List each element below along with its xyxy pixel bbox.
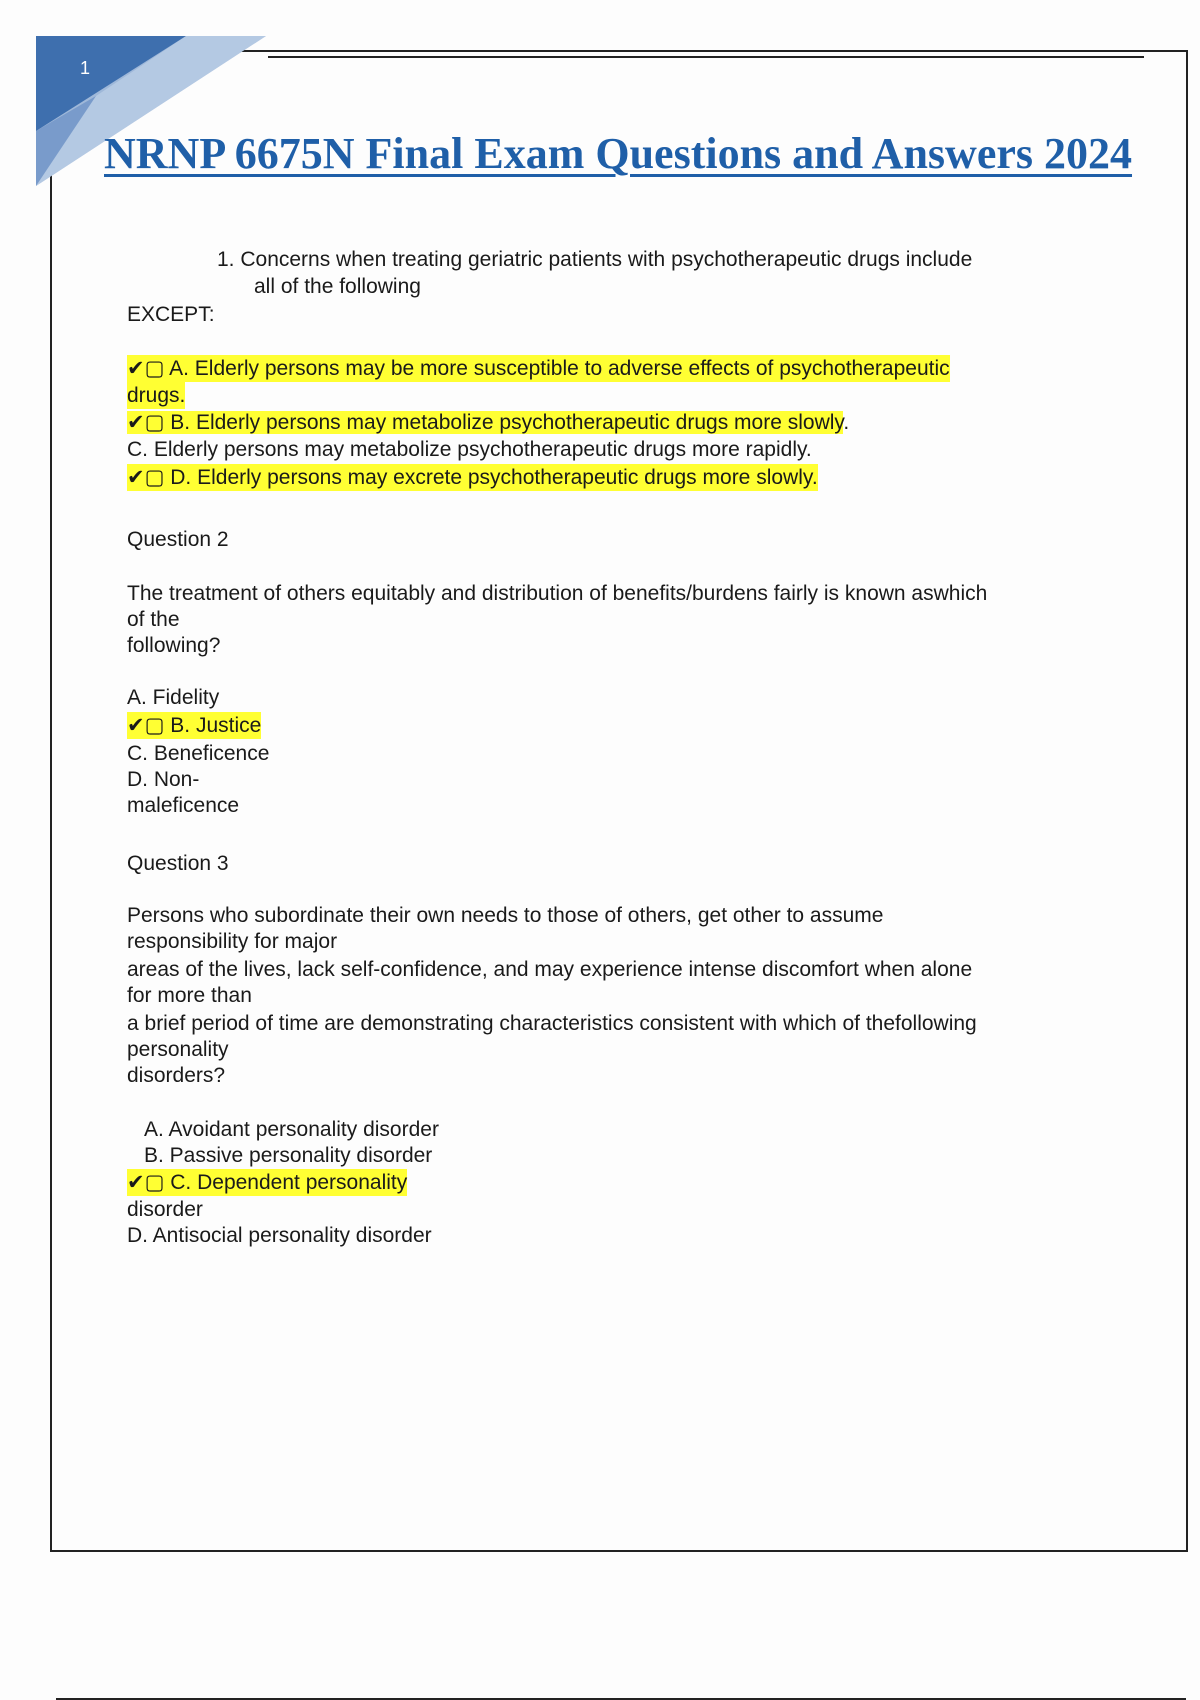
q3-stem-line-7: disorders?: [127, 1064, 226, 1087]
q2-option-c: C. Beneficence: [127, 742, 270, 765]
q2-option-d-line-2: maleficence: [127, 794, 240, 817]
q3-stem-line-5: a brief period of time are demonstrating characteristics consistent with which of thefollowing: [127, 1012, 977, 1035]
q3-option-a: A. Avoidant personality disorder: [144, 1118, 439, 1141]
q3-stem-line-3: areas of the lives, lack self-confidence, and may experience intense discomfort when alone: [127, 958, 973, 981]
corner-decoration: [36, 36, 276, 206]
page-number: 1: [80, 58, 91, 78]
q2-stem-line-2: of the: [127, 608, 180, 631]
document-title: NRNP 6675N Final Exam Questions and Answers 2024: [104, 129, 1133, 178]
q3-stem-line-1: Persons who subordinate their own needs to those of others, get other to assume: [127, 904, 884, 927]
q1-option-b-period: .: [843, 411, 850, 434]
q3-stem-line-6: personality: [127, 1038, 229, 1061]
q2-heading: Question 2: [127, 528, 229, 551]
q1-stem-line-3: EXCEPT:: [127, 303, 215, 326]
q1-option-a-line-1: ✔▢ A. Elderly persons may be more susceptible to adverse effects of psychotherapeutic: [127, 357, 950, 380]
q3-stem-line-2: responsibility for major: [127, 930, 338, 953]
q2-option-a: A. Fidelity: [127, 686, 220, 709]
q3-option-c-line-2: disorder: [127, 1198, 203, 1221]
q1-option-d: ✔▢ D. Elderly persons may excrete psychotherapeutic drugs more slowly.: [127, 466, 818, 489]
q1-option-a-line-2: drugs.: [127, 384, 186, 407]
q3-option-c-line-1: ✔▢ C. Dependent personality: [127, 1171, 408, 1194]
q3-heading: Question 3: [127, 852, 229, 875]
q1-stem-line-2: all of the following: [254, 275, 421, 298]
q2-stem-line-3: following?: [127, 634, 221, 657]
header-rule: [268, 56, 1144, 58]
q3-stem-line-4: for more than: [127, 984, 252, 1007]
q1-stem-line-1: 1. Concerns when treating geriatric patients with psychotherapeutic drugs include: [217, 248, 973, 271]
q2-option-b: ✔▢ B. Justice: [127, 714, 262, 737]
q1-option-b: [127, 409, 849, 436]
q3-option-b: B. Passive personality disorder: [144, 1144, 433, 1167]
q1-option-b-text: ✔▢ B. Elderly persons may metabolize psychotherapeutic drugs more slowly: [127, 411, 844, 434]
q2-stem-line-1: The treatment of others equitably and distribution of benefits/burdens fairly is known aswhich: [127, 582, 988, 605]
q3-option-d: D. Antisocial personality disorder: [127, 1224, 432, 1247]
q1-option-c: C. Elderly persons may metabolize psychotherapeutic drugs more rapidly.: [127, 438, 812, 461]
q2-option-d-line-1: D. Non-: [127, 768, 200, 791]
